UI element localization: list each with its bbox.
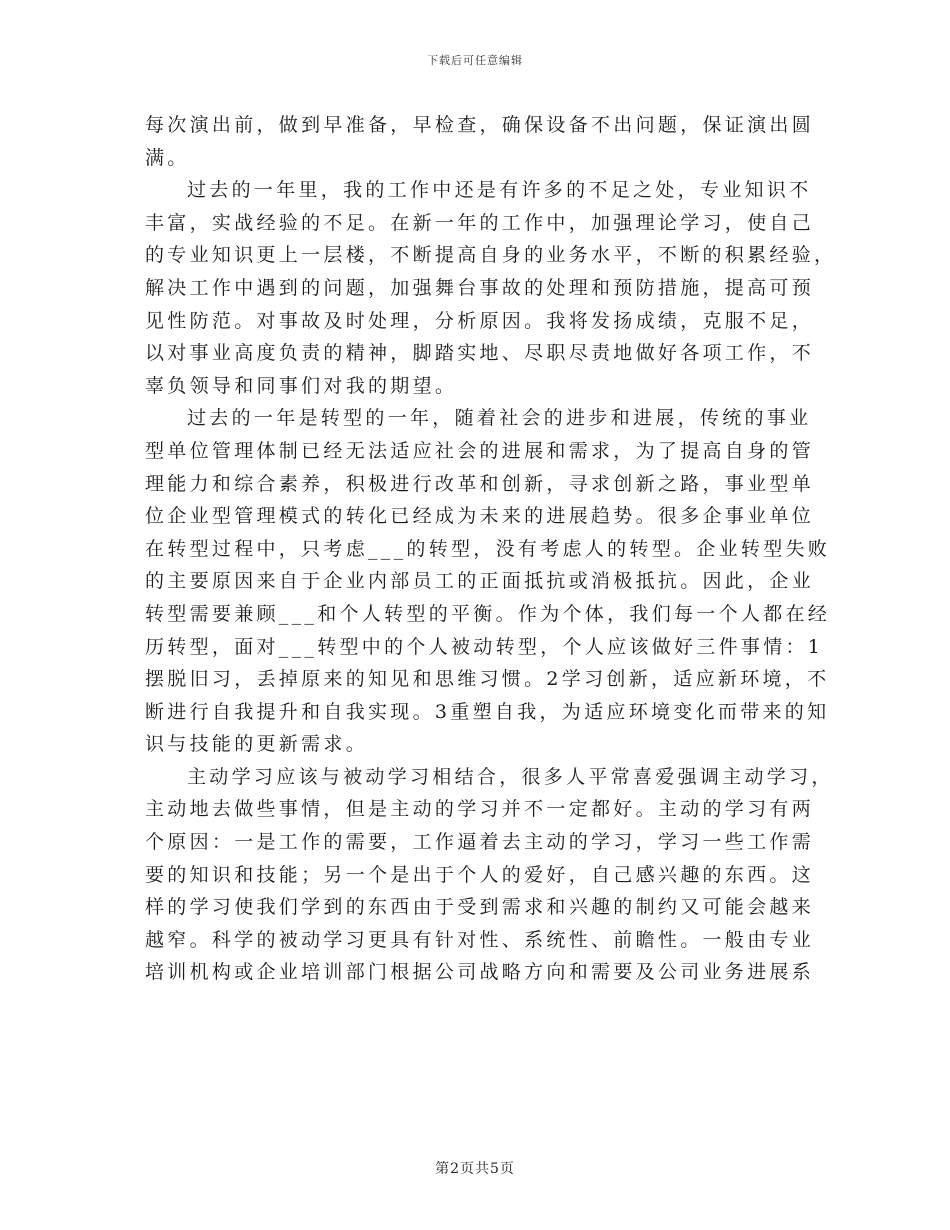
text-line: 转型需要兼顾___和个人转型的平衡。作为个体，我们每一个人都在经 [145,602,831,625]
text-line: 个原因：一是工作的需要，工作逼着去主动的学习，学习一些工作需 [145,831,815,854]
text-line: 过去的一年是转型的一年，随着社会的进步和进展，传统的事业 [187,407,812,430]
text-line: 样的学习使我们学到的东西由于受到需求和兴趣的制约又可能会越来 [145,896,815,919]
text-line: 摆脱旧习，丢掉原来的知见和思维习惯。2学习创新，适应新环境，不 [145,668,830,691]
text-line: 丰富，实战经验的不足。在新一年的工作中，加强理论学习，使自己 [145,211,815,234]
text-line: 过去的一年里，我的工作中还是有许多的不足之处，专业知识不 [187,179,812,202]
text-line: 培训机构或企业培训部门根据公司战略方向和需要及公司业务进展系 [145,961,815,984]
text-line: 位企业型管理模式的转化已经成为未来的进展趋势。很多企事业单位 [145,505,815,528]
text-line: 每次演出前，做到早准备，早检查，确保设备不出问题，保证演出圆 [145,114,815,136]
page-header: 下载后可任意编辑 [427,54,523,67]
text-line: 型单位管理体制已经无法适应社会的进展和需求，为了提高自身的管 [145,439,815,462]
text-line: 解决工作中遇到的问题，加强舞台事故的处理和预防措施，提高可预 [145,276,815,299]
text-line: 的专业知识更上一层楼，不断提高自身的业务水平，不断的积累经验， [145,244,837,267]
text-line: 主动学习应该与被动学习相结合，很多人平常喜爱强调主动学习， [187,765,834,788]
text-line: 以对事业高度负责的精神，脚踏实地、尽职尽责地做好各项工作，不 [145,342,815,365]
text-line: 越窄。科学的被动学习更具有针对性、系统性、前瞻性。一般由专业 [145,928,815,951]
text-line: 的主要原因来自于企业内部员工的正面抵抗或消极抵抗。因此，企业 [145,570,815,593]
text-line: 理能力和综合素养，积极进行改革和创新，寻求创新之路，事业型单 [145,472,815,495]
text-line: 识与技能的更新需求。 [145,733,369,756]
text-line: 主动地去做些事情，但是主动的学习并不一定都好。主动的学习有两 [145,798,815,821]
text-line: 在转型过程中，只考虑___的转型，没有考虑人的转型。企业转型失败 [145,537,831,560]
text-line: 要的知识和技能；另一个是出于个人的爱好，自己感兴趣的东西。这 [145,863,815,886]
document-body [145,109,837,989]
page-footer: 第2页共5页 [435,1161,515,1177]
text-line: 见性防范。对事故及时处理，分析原因。我将发扬成绩，克服不足， [145,309,815,332]
text-line: 断进行自我提升和自我实现。3重塑自我，为适应环境变化而带来的知 [145,700,830,723]
text-line: 满。 [145,146,190,169]
text-line: 辜负领导和同事们对我的期望。 [145,374,458,397]
text-line: 历转型，面对___转型中的个人被动转型，个人应该做好三件事情：1 [145,635,824,658]
